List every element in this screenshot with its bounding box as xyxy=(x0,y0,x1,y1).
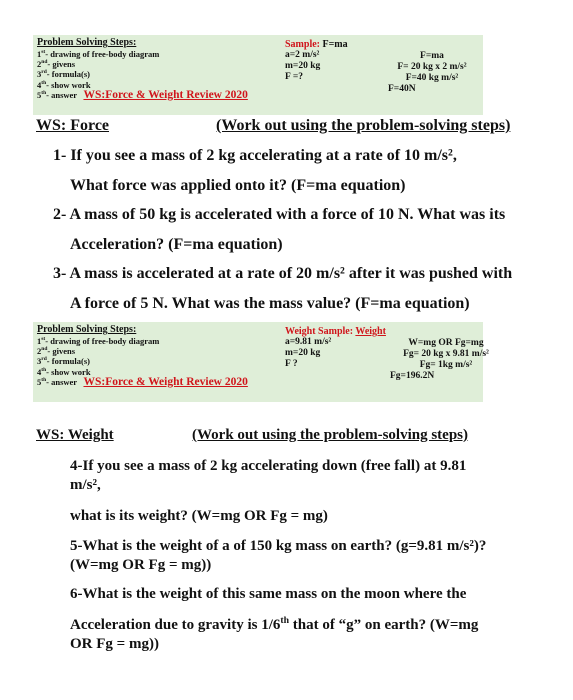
question-5-line-2: (W=mg OR Fg = mg)) xyxy=(70,557,212,573)
force-steps-title: Problem Solving Steps: xyxy=(37,37,137,48)
weight-heading: WS: Weight xyxy=(36,427,114,443)
weight-step-1: 1st- drawing of free-body diagram xyxy=(37,336,160,346)
force-step-5: 5th- answer WS:Force & Weight Review 2020 xyxy=(37,88,248,101)
force-work-3: F=40 kg m/s² xyxy=(405,73,459,83)
force-sample-work xyxy=(372,51,492,95)
weight-work-4: Fg=196.2N xyxy=(390,371,435,381)
question-3-line-1: 3- A mass is accelerated at a rate of 20 m/s² after it was pushed with xyxy=(53,265,513,282)
force-sample-givens xyxy=(285,39,348,83)
question-4-line-3: what is its weight? (W=mg OR Fg = mg) xyxy=(70,508,328,524)
question-2-line-2: Acceleration? (F=ma equation) xyxy=(70,236,283,253)
force-step-2: 2nd- givens xyxy=(37,59,76,70)
weight-given-1: a=9.81 m/s² xyxy=(285,337,332,347)
question-1-line-2: What force was applied onto it? (F=ma equation) xyxy=(70,177,406,194)
weight-step-4: 4th- show work xyxy=(37,366,91,377)
weight-steps xyxy=(37,324,248,387)
force-given-1: a=2 m/s² xyxy=(285,50,320,60)
weight-step-2: 2nd- givens xyxy=(37,346,76,357)
force-review-link[interactable]: WS:Force & Weight Review 2020 xyxy=(83,88,248,101)
question-6-line-2: Acceleration due to gravity is 1/6th that of “g” on earth? (W=mg xyxy=(70,615,479,633)
force-step-3: 3rd- formula(s) xyxy=(37,69,90,80)
force-heading: WS: Force xyxy=(36,117,110,134)
weight-work-3: Fg= 1kg m/s² xyxy=(419,360,473,370)
force-sample-label: Sample: xyxy=(285,39,320,50)
question-2-line-1: 2- A mass of 50 kg is accelerated with a force of 10 N. What was its xyxy=(53,206,506,223)
question-3-line-2: A force of 5 N. What was the mass value? (F=ma equation) xyxy=(70,295,470,312)
force-work-2: F= 20 kg x 2 m/s² xyxy=(397,62,467,72)
force-step-1: 1st- drawing of free-body diagram xyxy=(37,49,160,59)
question-6-line-1: 6-What is the weight of this same mass on the moon where the xyxy=(70,586,467,602)
force-given-3: F =? xyxy=(285,72,303,82)
question-6-line-3: OR Fg = mg)) xyxy=(70,636,159,652)
weight-steps-title: Problem Solving Steps: xyxy=(37,324,137,335)
weight-work-2: Fg= 20 kg x 9.81 m/s² xyxy=(403,349,489,359)
force-step-4: 4th- show work xyxy=(37,79,91,90)
force-work-4: F=40N xyxy=(388,84,416,94)
weight-sample-givens xyxy=(285,326,386,370)
weight-step-3: 3rd- formula(s) xyxy=(37,356,90,367)
force-work-1: F=ma xyxy=(420,51,444,61)
weight-step-5: 5th- answer WS:Force & Weight Review 2020 xyxy=(37,375,248,388)
weight-instruction: (Work out using the problem-solving steps) xyxy=(192,427,469,443)
weight-given-2: m=20 kg xyxy=(285,348,321,358)
question-4-line-2: m/s², xyxy=(70,477,101,493)
weight-sample-link[interactable]: Weight xyxy=(355,326,386,337)
question-4-line-1: 4-If you see a mass of 2 kg accelerating down (free fall) at 9.81 xyxy=(70,458,467,474)
weight-work-1: W=mg OR Fg=mg xyxy=(408,338,484,348)
force-sample-formula: F=ma xyxy=(320,39,348,50)
question-1-line-1: 1- If you see a mass of 2 kg accelerating at a rate of 10 m/s², xyxy=(53,147,457,164)
weight-sample-label: Weight Sample: xyxy=(285,326,356,337)
weight-sample-work xyxy=(384,338,508,382)
force-steps xyxy=(37,37,248,100)
question-5-line-1: 5-What is the weight of a of 150 kg mass on earth? (g=9.81 m/s²)? xyxy=(70,538,487,554)
force-instruction: (Work out using the problem-solving steps) xyxy=(216,117,511,134)
force-given-2: m=20 kg xyxy=(285,61,321,71)
weight-given-3: F ? xyxy=(285,359,298,369)
weight-review-link[interactable]: WS:Force & Weight Review 2020 xyxy=(83,375,248,388)
